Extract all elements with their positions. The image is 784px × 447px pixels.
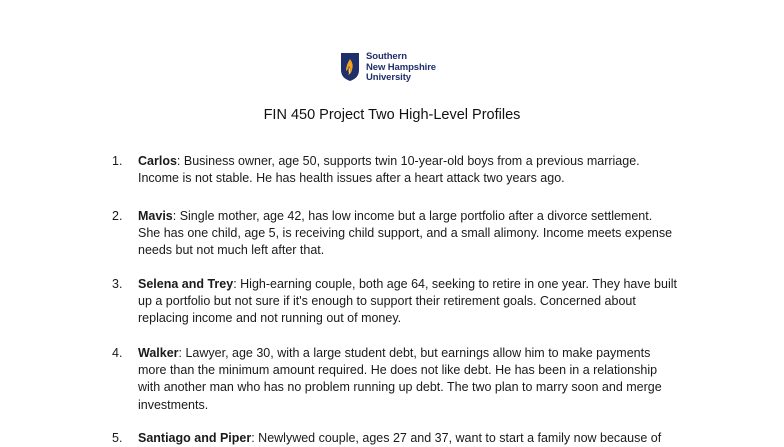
profile-text: investments. [138,397,209,412]
profile-text: needs but not much left after that. [138,243,325,258]
profile-item [112,345,662,414]
profile-text: : Lawyer, age 30, with a large student debt, but earnings allow him to make payments [178,346,651,360]
list-number: 4. [112,346,123,360]
profile-item [112,208,672,260]
profile-item [112,276,677,328]
profile-text: more than the minimum amount required. He does not like debt. He has been in a relationship [138,363,658,378]
logo-line-2: New Hampshire [366,61,436,73]
logo-line-1: Southern [366,51,407,62]
logo-line-3: University [366,72,411,83]
list-number: 3. [112,277,123,291]
profile-name: Santiago and Piper [138,431,252,445]
profile-text: : High-earning couple, both age 64, seeking to retire in one year. They have built [233,277,677,291]
profile-text: She has one child, age 5, is receiving child support, and a small alimony. Income meets expense [138,226,673,241]
shield-flame-icon [340,52,360,82]
profile-name: Walker [138,346,179,360]
profile-text: : Single mother, age 42, has low income but a large portfolio after a divorce settlement. [172,209,653,223]
profile-name: Selena and Trey [138,277,234,291]
profile-item [112,153,640,187]
profile-text: replacing income and not running out of money. [138,311,402,326]
profile-text: up a portfolio but not sure if it's enough to support their retirement goals. Concerned about [138,294,636,309]
list-number: 5. [112,431,123,445]
snhu-logo [340,52,436,84]
profile-name: Mavis [138,209,173,223]
profile-name: Carlos [138,154,177,168]
profile-text: : Business owner, age 50, supports twin 10-year-old boys from a previous marriage. [176,154,640,168]
list-number: 2. [112,209,123,223]
profile-text: : Newlywed couple, ages 27 and 37, want to start a family now because of [251,431,662,445]
profile-text: with another man who has no problem running up debt. The two plan to marry soon and merge [138,380,662,395]
profile-text: Income is not stable. He has health issues after a heart attack two years ago. [138,171,565,186]
document-title: FIN 450 Project Two High-Level Profiles [263,107,521,123]
list-number: 1. [112,154,123,168]
profile-item [112,430,661,447]
